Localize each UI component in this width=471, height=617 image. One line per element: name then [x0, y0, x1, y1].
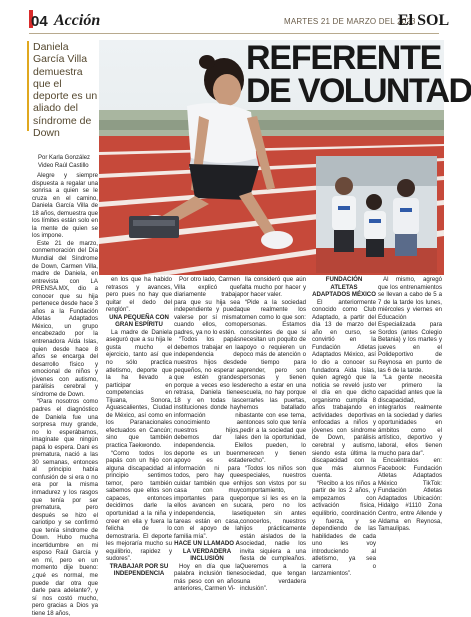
paragraph: “Para nosotros como padres el diagnóstico de Daniela fue una sorpresa muy grande, no lo esperábamos, imagínate que ningún papá lo espera. Dani es prematura, nació a las 30 semanas, entonces al principio había confusión de si era o no era por la misma inmadurez y los rasgos que tenía por ser prematura, pero después se hizo el cariotipo y se confirmó que tenía síndrome de Down. Hubo mucha incertidumbre en mi esposo Raúl García y en mí, pero en un momento dije bueno: ¿qué es normal, me puede dar otra que darle para adelante?, y sí nos costó mucho, pero gracias a Dios ya tiene 18 años, — [32, 398, 98, 617]
group-photo — [316, 156, 437, 273]
newspaper-logo: El SOL — [398, 12, 450, 29]
subheading: FUNDACIÓN ATLETAS ADAPTADOS MÉXICO — [312, 276, 376, 299]
article-column-6 — [378, 276, 442, 533]
paragraph: lla consideró que aún falta mucho por hacer y por hacer valer. — [240, 276, 306, 299]
paragraph: El anteriormente conocido como Club Adaptado, a partir del día 13 de marzo del año en curso, se convirtió en la Fundación Atletas Adaptados México, así lo dio a conocer su fundadora Aida Islas, quien agregó que la noticia se reveló justo el día en que dicho organismo cumplía 8 años trabajando en actividades deportivas enfocadas a niños y jóvenes con síndrome de Down, parálisis cerebral y autismo, siendo esta última la discapacidad con la que más alumnos cuenta. — [312, 298, 376, 480]
page-number: 04 — [31, 13, 48, 30]
page-header — [0, 0, 459, 36]
article-column-5 — [312, 276, 376, 578]
headline-line-2: DE VOLUNTAD — [246, 72, 471, 110]
paragraph: Al mismo, agregó que los entrenamientos se llevan a cabo de 5 a 7 de la tarde los lunes, miércoles y viernes en Educación Especializada para Sordos (antes Colegio Betania) y los martes y jueves en el Polideportivo de Reynosa en punto de las 6 de la tarde. — [378, 276, 442, 374]
byline — [38, 154, 90, 170]
headline — [246, 39, 471, 110]
headline-line-1: REFERENTE — [246, 39, 442, 77]
paragraph: Encuéntralos en: Facebook: Fundación Atletas Adaptados México TikTok: Fundación Atletas Adaptados Ubicación: Hidalgo #1110 Zona Centro, entre Allende y Aldama en Reynosa, Tamaulipas. — [378, 457, 442, 533]
group-photo-image — [316, 156, 437, 273]
subheading: TRABAJAR POR SU INDEPENDENCIA — [109, 562, 169, 578]
paragraph: “Recibo a los niños a partir de los 2 años, y empezamos con activación física, equilibrio, coordinación y fuerza, y se dependiendo de las habilidades de cada uno les voy introduciendo al atletismo, ya sea carrera o lanzamientos”. — [312, 479, 376, 578]
issue-date: MARTES 21 DE MARZO DEL 2023 — [284, 17, 416, 26]
paragraph: “Todos los papás debemos trabajar en la independencia de nuestros hijos desde pequeños, no esperar a que estén grandes porque a veces eso les retrasa, Daniela tiene 18 y en todas las instituciones donde hay información ni conocimiento a nuestros hijos, debemos dar la independencia. El deporte es un buen apoyo es esta información ni para todos, pero hay que cuidar también que en casa con muy importantes para que ellos avancen en su independencia, las tareas están en casa, con el apoyo de la familia mía”. — [174, 336, 240, 540]
subheading: UNA PEQUEÑA CON GRAN ESPÍRITU — [109, 313, 169, 329]
paragraph: “La gente necesita ver primero la capacidad antes que la discapacidad, integrarlos realmente en la sociedad y darles oportunidades en ámbitos como el artístico, deportivo y laboral, ellos tienen mucho para dar”. — [378, 374, 442, 457]
article-column-4 — [240, 276, 306, 593]
paragraph: en los que ha habido retrasos y avances, pero pues no hay que quitar el dedo del renglón”. — [106, 276, 172, 314]
article-column-1 — [32, 172, 98, 617]
paragraph: La madre de Daniela aseguró que a su hija le gusta mucho el ejercicio, tanto así que no sólo practica atletismo, deporte que la ha llevado a participar en competencias en Tijuana, Sonora, Aguascalientes, Ciudad de México, así como en los Paranacionales efectuados en Cancún; sino que también practica Taekwondo. — [106, 328, 172, 450]
byline-source: Video Raúl Castillo — [38, 163, 89, 169]
subheading: HACE UN LLAMADO A LA VERDADERA INCLUSIÓN — [174, 540, 240, 563]
article-column-3 — [174, 276, 240, 593]
paragraph: “Como todos los papás con un hijo con alguna discapacidad al principio sentimos temor, pero también sabemos que ellos son capaces, entonces decidimos darle la oportunidad a la niña y creer en ella y fuera la felicha de lo demostraría. El deporte les mejoraría mucho su equilibrio, rapidez y sudores”. — [106, 449, 172, 563]
article-deck: Daniela García Villa demuestra que el deporte es un aliado del síndrome de Down — [27, 41, 100, 131]
paragraph: “Pide a la sociedad que realmente los tomen como lo que son: personas. Estamos conscientes de que si necesitan un poquito de apoyo o requieren un poco más de atención o de tiempo para aprender, pero son personas y tienen derecho a estar en una escuela, no hay porque cerrarles las puertas, hemos batallado bastante con ese tema, entonces solo que tenía pedir a la sociedad que les den la oportunidad, ellos pueden, lo merecen y tienen derecho”. — [240, 298, 306, 465]
article-column-2 — [106, 276, 172, 578]
paragraph: “Todos los niños son especiales, nuestros hijos son vistos por su comportamiento, porque sí les es en la cara, pero no los etiqueten sin antes conocerlos, nuestros hijos prácticamente están aislados de la sociedad, nadie los invita siquiera a una fiesta de cumpleaños. Queremos a la sociedad, que tengan una verdadera inclusión”. — [240, 464, 306, 593]
byline-author: Por Karla González — [38, 155, 91, 161]
paragraph: Hoy en día que la palabra inclusión tiene más peso con en años anteriores, Carmen Vi- — [174, 562, 240, 593]
paragraph: Por otro lado, Carmen Villa explicó que diariamente trabaja para que su hija sea independiente y pueda valerse por sí misma cuando ellos, como padres, ya no lo estén. — [174, 276, 240, 336]
paragraph: Este 21 de marzo, conmemoración del Día Mundial del Síndrome de Down, Carmen Villa, madre de Daniela, en entrevista con LA PRENSA.MX, dio a conocer que su hija pertenece desde hace 3 años a la Fundación Atletas Adaptados México, un grupo encabezado por la entrenadora Aída Islas, quien desde hace 8 años se encarga del desarrollo físico y emocional de niños y jóvenes con autismo, parálisis cerebral y síndrome de Down. — [32, 239, 98, 398]
paragraph: Alegre y siempre dispuesta a regalar una sonrisa a quien se le cruza en el camino, Daniela García Villa de 18 años, demuestra que los límites están solo en la mente de quien se los impone. — [32, 172, 98, 240]
header-rule — [29, 33, 439, 34]
section-title: Acción — [54, 12, 101, 29]
